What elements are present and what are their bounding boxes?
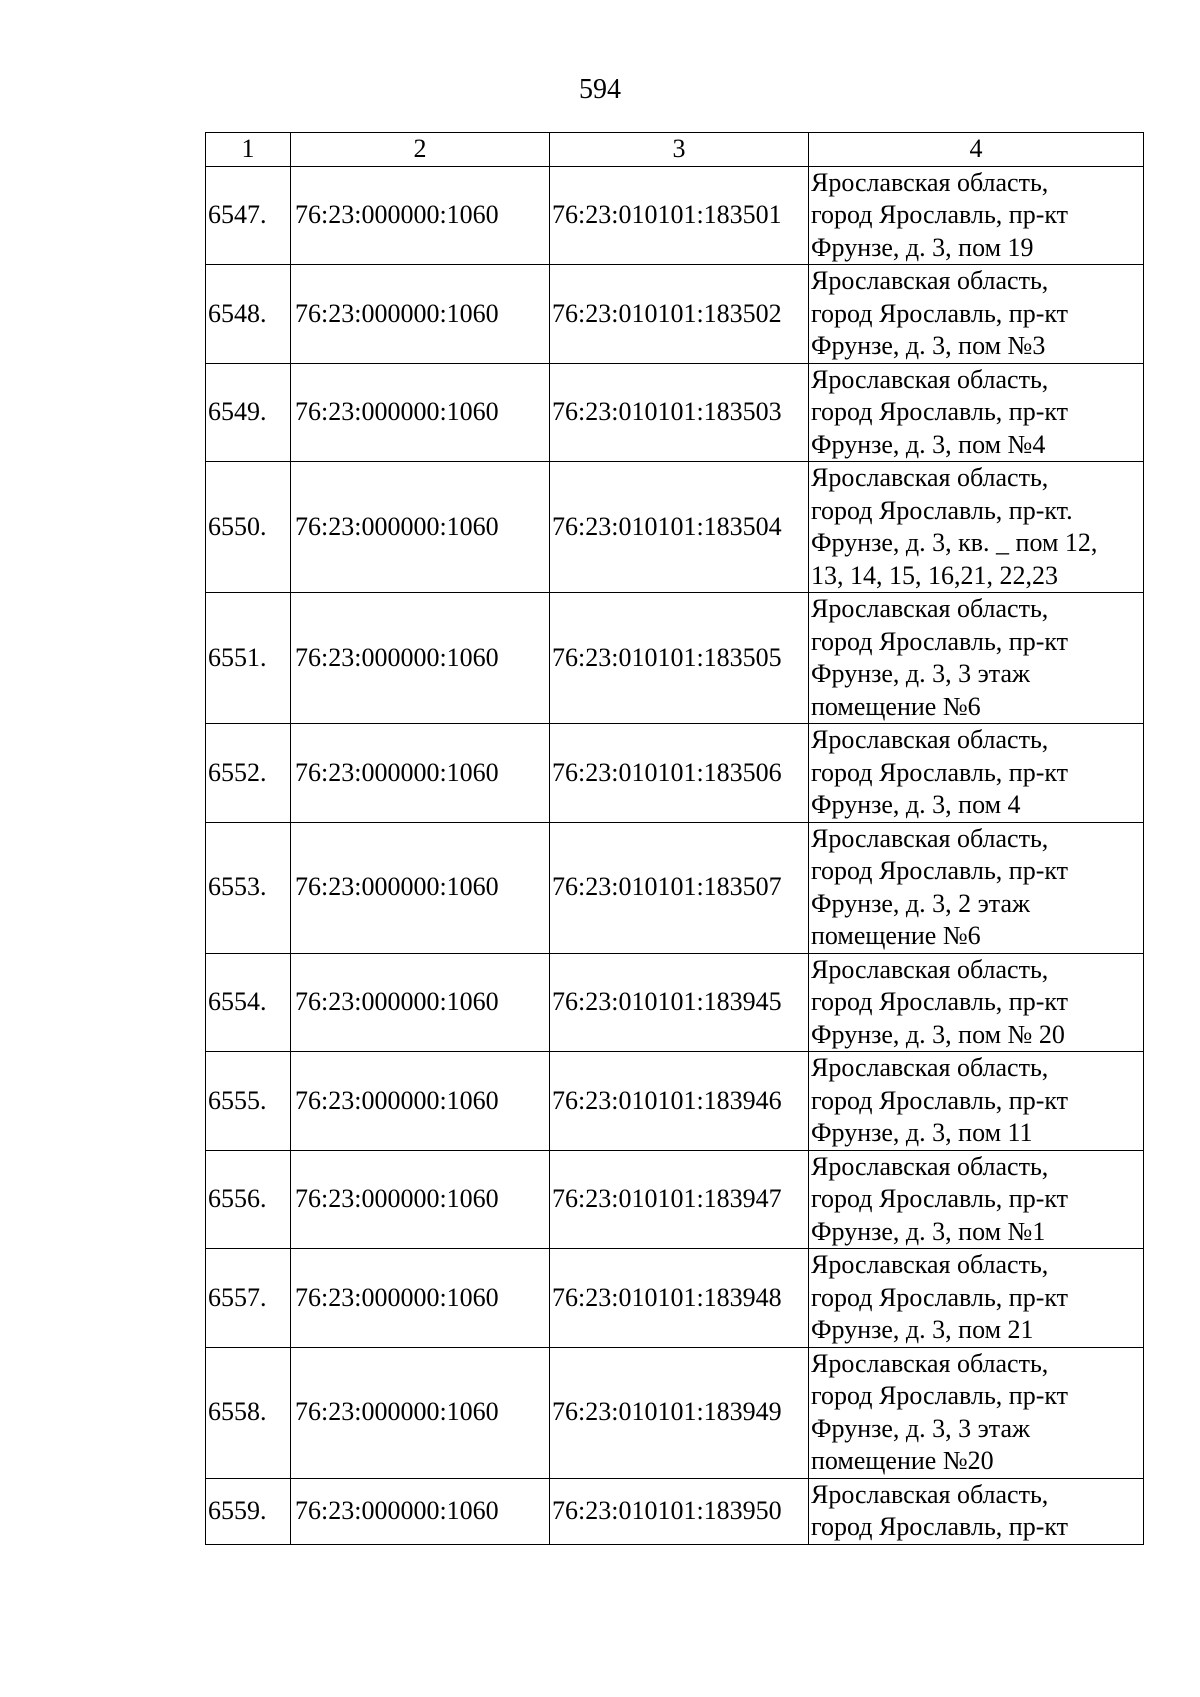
row-number-cell: 6553. [206, 822, 291, 953]
address-line: город Ярославль, пр-кт [811, 200, 1069, 229]
address-line: Ярославская область, [811, 463, 1049, 492]
address-line: город Ярославль, пр-кт [811, 298, 1069, 328]
address-line: Ярославская область, [811, 725, 1049, 754]
cadastral-number-cell: 76:23:010101:183501 [550, 166, 809, 265]
parent-cadastral-number-cell: 76:23:000000:1060 [291, 724, 550, 823]
table-row [206, 1347, 1144, 1478]
address-line: Фрунзе, д. 3, пом №1 [811, 1216, 1046, 1246]
address-line: город Ярославль, пр-кт [811, 987, 1069, 1016]
address-line: помещение №20 [811, 1446, 994, 1475]
cadastral-number-cell: 76:23:010101:183950 [550, 1478, 809, 1544]
address-line: город Ярославль, пр-кт [811, 856, 1069, 885]
row-number-cell: 6547. [206, 166, 291, 265]
parent-cadastral-number-cell: 76:23:000000:1060 [291, 822, 550, 953]
table-row [206, 822, 1144, 953]
table-row [206, 265, 1144, 364]
address-cell [809, 265, 1144, 364]
table-row [206, 953, 1144, 1052]
address-line: Фрунзе, д. 3, пом 11 [811, 1118, 1033, 1147]
address-line: город Ярославль, пр-кт [811, 626, 1069, 656]
address-cell [809, 363, 1144, 462]
address-cell [809, 953, 1144, 1052]
row-number-cell: 6556. [206, 1150, 291, 1249]
address-cell [809, 724, 1144, 823]
address-line: Фрунзе, д. 3, 3 этаж [811, 1413, 1030, 1443]
cadastral-number-cell: 76:23:010101:183947 [550, 1150, 809, 1249]
registry-table [205, 132, 1144, 1545]
address-line: город Ярославль, пр-кт [811, 757, 1069, 787]
address-line: помещение №6 [811, 921, 981, 950]
table-row [206, 593, 1144, 724]
address-line: Фрунзе, д. 3, 2 этаж [811, 888, 1030, 918]
address-cell [809, 1478, 1144, 1544]
address-line: город Ярославль, пр-кт [811, 397, 1069, 426]
parent-cadastral-number-cell: 76:23:000000:1060 [291, 1150, 550, 1249]
parent-cadastral-number-cell: 76:23:000000:1060 [291, 166, 550, 265]
cadastral-number-cell: 76:23:010101:183948 [550, 1249, 809, 1348]
row-number-cell: 6550. [206, 462, 291, 593]
cadastral-number-cell: 76:23:010101:183505 [550, 593, 809, 724]
address-cell [809, 462, 1144, 593]
address-line: город Ярославль, пр-кт [811, 1184, 1069, 1213]
address-line: город Ярославль, пр-кт [811, 1512, 1069, 1541]
address-line: Фрунзе, д. 3, пом №4 [811, 429, 1046, 459]
row-number-cell: 6555. [206, 1052, 291, 1151]
row-number-cell: 6552. [206, 724, 291, 823]
address-cell [809, 1249, 1144, 1348]
table-row [206, 1249, 1144, 1348]
address-line: Фрунзе, д. 3, пом №3 [811, 331, 1046, 360]
cadastral-number-cell: 76:23:010101:183946 [550, 1052, 809, 1151]
address-line: помещение №6 [811, 691, 981, 721]
table-row [206, 724, 1144, 823]
table-row [206, 1478, 1144, 1544]
address-line: Ярославская область, [811, 594, 1049, 623]
address-cell [809, 822, 1144, 953]
address-line: Фрунзе, д. 3, пом № 20 [811, 1019, 1065, 1049]
address-line: город Ярославль, пр-кт [811, 1085, 1069, 1115]
cadastral-number-cell: 76:23:010101:183503 [550, 363, 809, 462]
table-header [206, 133, 1144, 167]
address-line: Фрунзе, д. 3, пом 4 [811, 790, 1021, 819]
cadastral-number-cell: 76:23:010101:183507 [550, 822, 809, 953]
table-row [206, 363, 1144, 462]
parent-cadastral-number-cell: 76:23:000000:1060 [291, 1249, 550, 1348]
address-line: Ярославская область, [811, 823, 1049, 853]
row-number-cell: 6557. [206, 1249, 291, 1348]
address-line: Ярославская область, [811, 167, 1049, 197]
cadastral-number-cell: 76:23:010101:183504 [550, 462, 809, 593]
parent-cadastral-number-cell: 76:23:000000:1060 [291, 593, 550, 724]
header-col-3: 3 [550, 133, 809, 167]
cadastral-number-cell: 76:23:010101:183506 [550, 724, 809, 823]
address-line: Фрунзе, д. 3, кв. _ пом 12, [811, 528, 1098, 557]
address-cell [809, 1052, 1144, 1151]
address-line: Ярославская область, [811, 1348, 1049, 1378]
address-line: город Ярославль, пр-кт [811, 1381, 1069, 1410]
table-row [206, 166, 1144, 265]
parent-cadastral-number-cell: 76:23:000000:1060 [291, 1347, 550, 1478]
address-cell [809, 593, 1144, 724]
header-row [206, 133, 1144, 167]
row-number-cell: 6551. [206, 593, 291, 724]
row-number-cell: 6559. [206, 1478, 291, 1544]
parent-cadastral-number-cell: 76:23:000000:1060 [291, 1052, 550, 1151]
cadastral-number-cell: 76:23:010101:183945 [550, 953, 809, 1052]
table-row [206, 1150, 1144, 1249]
row-number-cell: 6548. [206, 265, 291, 364]
address-cell [809, 166, 1144, 265]
parent-cadastral-number-cell: 76:23:000000:1060 [291, 1478, 550, 1544]
cadastral-number-cell: 76:23:010101:183502 [550, 265, 809, 364]
parent-cadastral-number-cell: 76:23:000000:1060 [291, 953, 550, 1052]
row-number-cell: 6549. [206, 363, 291, 462]
table-row [206, 462, 1144, 593]
header-col-1: 1 [206, 133, 291, 167]
parent-cadastral-number-cell: 76:23:000000:1060 [291, 363, 550, 462]
address-line: город Ярославль, пр-кт [811, 1282, 1069, 1312]
address-line: Ярославская область, [811, 1151, 1049, 1181]
header-col-2: 2 [291, 133, 550, 167]
address-line: Фрунзе, д. 3, 3 этаж [811, 659, 1030, 688]
address-line: Ярославская область, [811, 266, 1049, 295]
row-number-cell: 6554. [206, 953, 291, 1052]
row-number-cell: 6558. [206, 1347, 291, 1478]
page-number: 594 [579, 74, 621, 105]
address-line: Ярославская область, [811, 1479, 1049, 1509]
address-line: 13, 14, 15, 16,21, 22,23 [811, 560, 1058, 590]
cadastral-number-cell: 76:23:010101:183949 [550, 1347, 809, 1478]
address-line: город Ярославль, пр-кт. [811, 495, 1073, 525]
address-line: Ярославская область, [811, 1250, 1049, 1279]
address-line: Ярославская область, [811, 1053, 1049, 1082]
address-line: Фрунзе, д. 3, пом 19 [811, 232, 1034, 262]
address-line: Фрунзе, д. 3, пом 21 [811, 1315, 1034, 1344]
parent-cadastral-number-cell: 76:23:000000:1060 [291, 462, 550, 593]
parent-cadastral-number-cell: 76:23:000000:1060 [291, 265, 550, 364]
address-cell [809, 1150, 1144, 1249]
table-row [206, 1052, 1144, 1151]
table-body [206, 166, 1144, 1544]
address-line: Ярославская область, [811, 364, 1049, 394]
address-cell [809, 1347, 1144, 1478]
address-line: Ярославская область, [811, 954, 1049, 984]
header-col-4: 4 [809, 133, 1144, 167]
